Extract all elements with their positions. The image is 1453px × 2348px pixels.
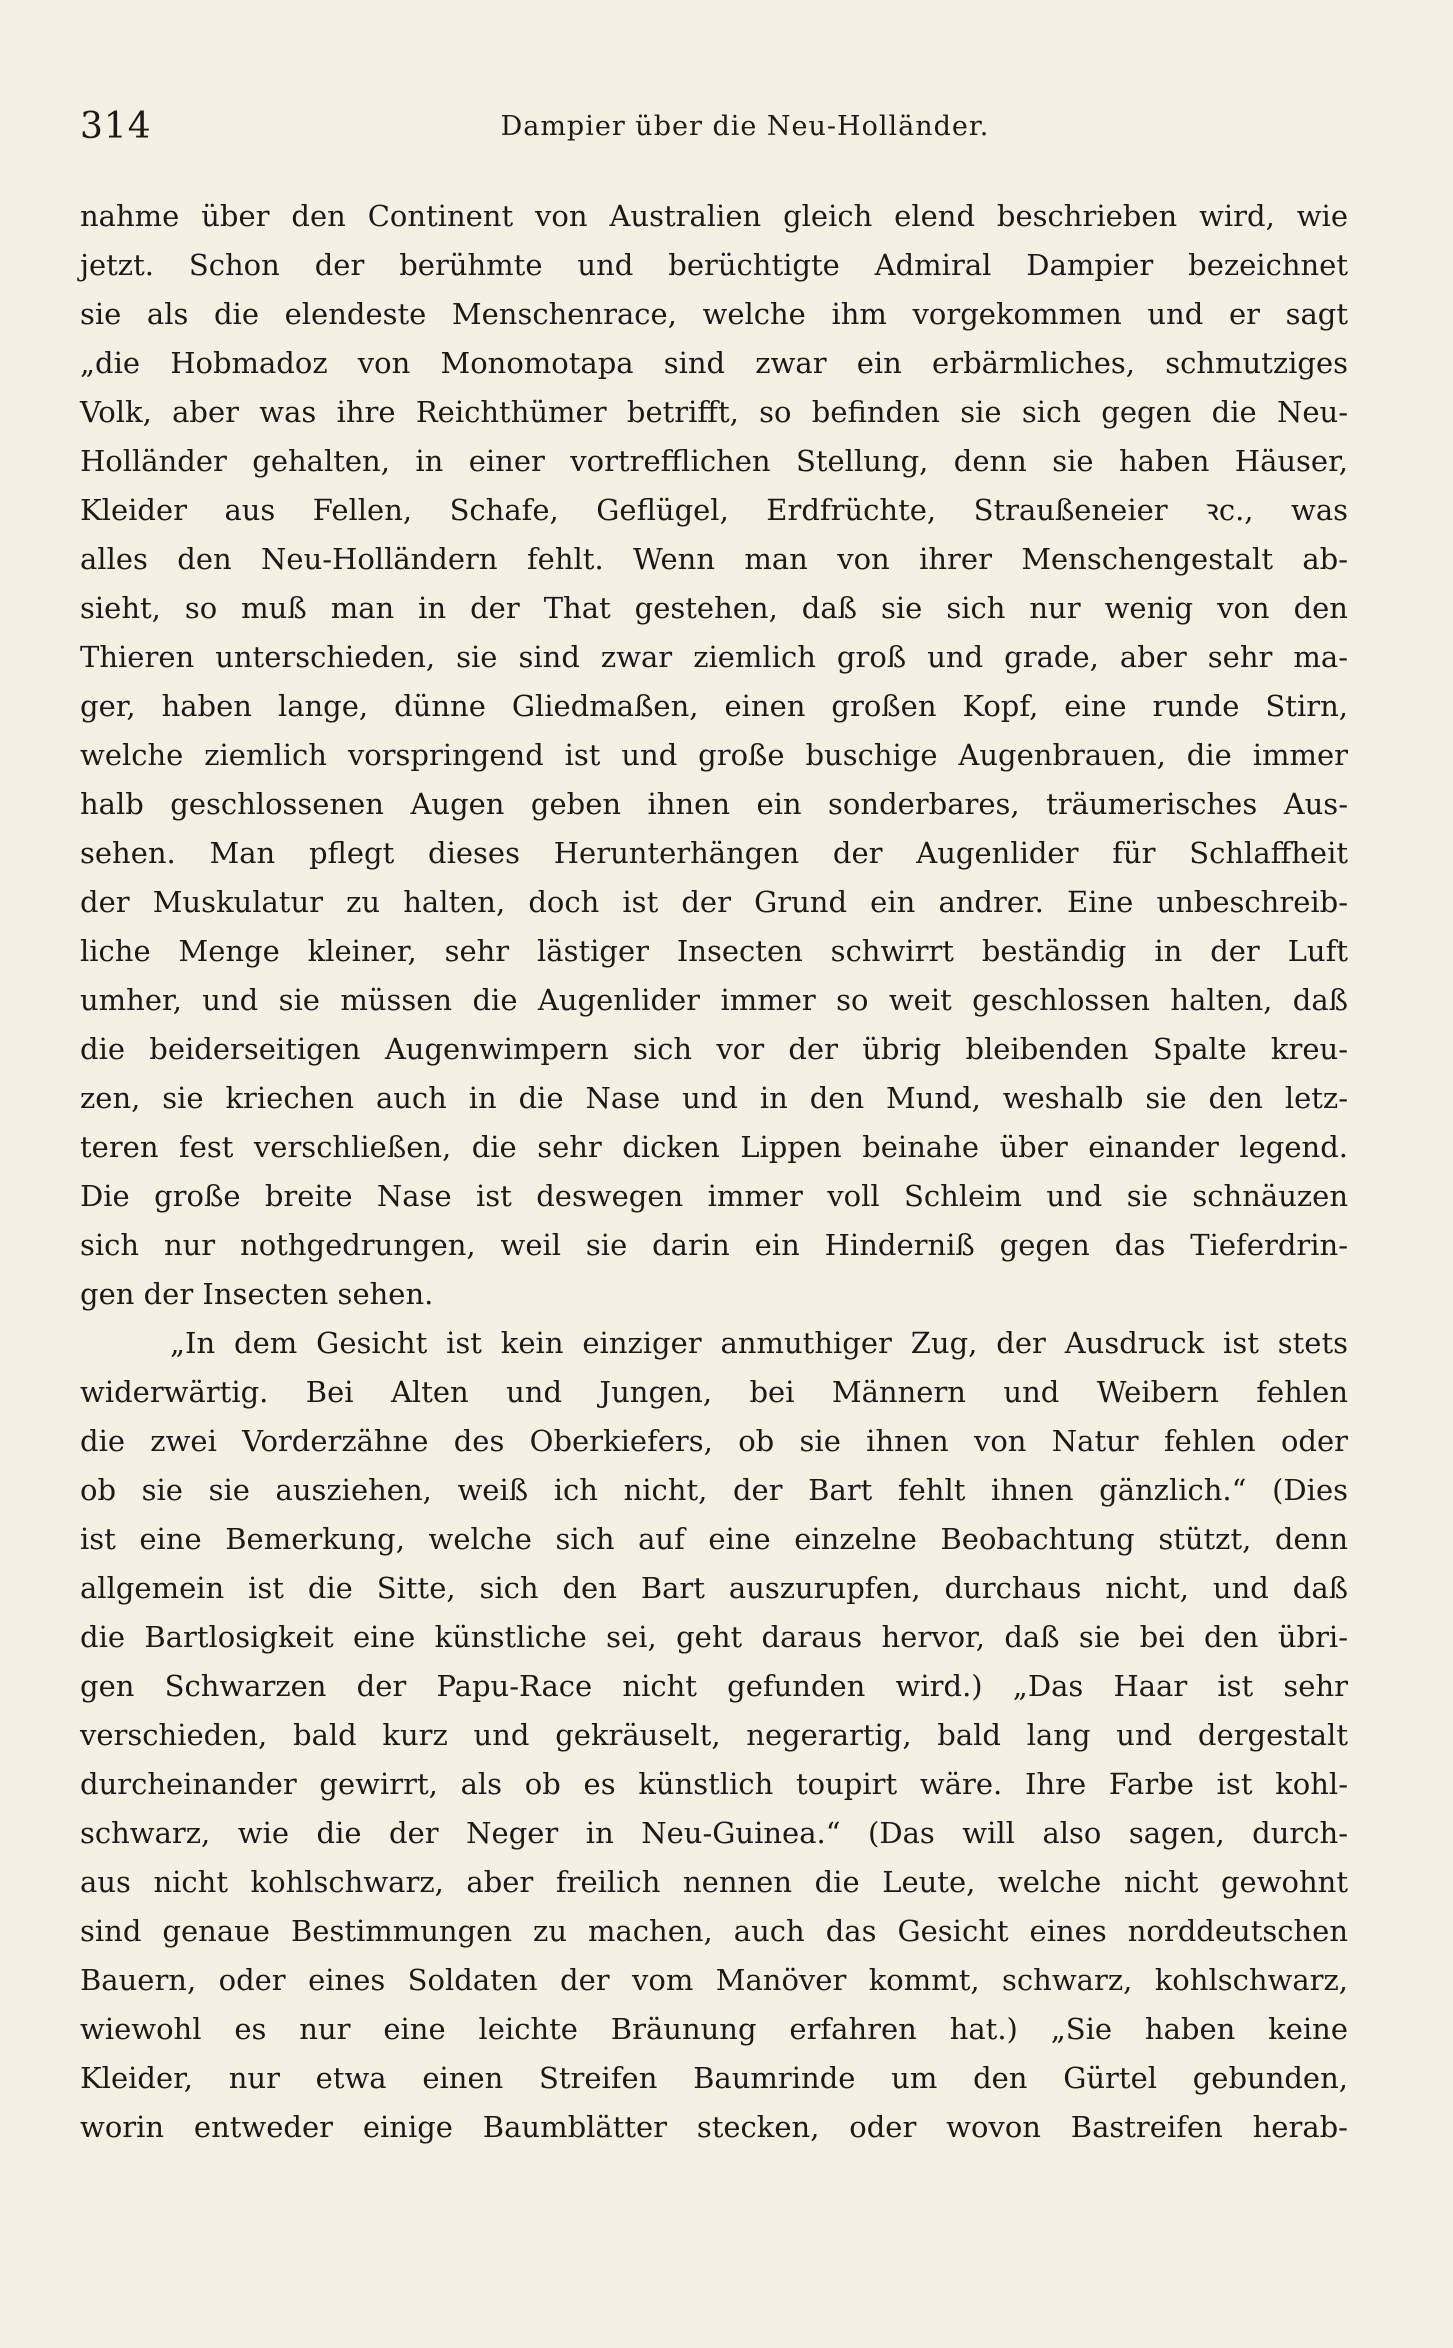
- text-line: zen, sie kriechen auch in die Nase und in den Mund, weshalb sie den letz-: [80, 1081, 1348, 1115]
- text-line: verschieden, bald kurz und gekräuselt, negerartig, bald lang und dergestalt: [80, 1718, 1348, 1752]
- text-line: die beiderseitigen Augenwimpern sich vor der übrig bleibenden Spalte kreu-: [80, 1032, 1348, 1066]
- text-line: Volk, aber was ihre Reichthümer betrifft, so befinden sie sich gegen die Neu-: [80, 395, 1348, 429]
- text-line: sehen. Man pflegt dieses Herunterhängen der Augenlider für Schlaffheit: [80, 836, 1348, 870]
- text-line: gen Schwarzen der Papu-Race nicht gefunden wird.) „Das Haar ist sehr: [80, 1669, 1348, 1703]
- body-text: [80, 192, 1348, 2152]
- text-line: Kleider aus Fellen, Schafe, Geflügel, Erdfrüchte, Straußeneier ꝛc., was: [80, 493, 1348, 527]
- text-line: „die Hobmadoz von Monomotapa sind zwar ein erbärmliches, schmutziges: [80, 346, 1348, 380]
- text-line: der Muskulatur zu halten, doch ist der Grund ein andrer. Eine unbeschreib-: [80, 885, 1348, 919]
- text-line: Kleider, nur etwa einen Streifen Baumrinde um den Gürtel gebunden,: [80, 2061, 1348, 2095]
- text-line: ger, haben lange, dünne Gliedmaßen, einen großen Kopf, eine runde Stirn,: [80, 689, 1348, 723]
- text-line: die Bartlosigkeit eine künstliche sei, geht daraus hervor, daß sie bei den übri-: [80, 1620, 1348, 1654]
- page-header: [80, 102, 1350, 152]
- text-line: die zwei Vorderzähne des Oberkiefers, ob sie ihnen von Natur fehlen oder: [80, 1424, 1348, 1458]
- running-title: Dampier über die Neu-Holländer.: [500, 111, 990, 142]
- text-line: alles den Neu-Holländern fehlt. Wenn man von ihrer Menschengestalt ab-: [80, 542, 1348, 576]
- text-line: aus nicht kohlschwarz, aber freilich nennen die Leute, welche nicht gewohnt: [80, 1865, 1348, 1899]
- text-line: wiewohl es nur eine leichte Bräunung erfahren hat.) „Sie haben keine: [80, 2012, 1348, 2046]
- text-line: Thieren unterschieden, sie sind zwar ziemlich groß und grade, aber sehr ma-: [80, 640, 1348, 674]
- text-line: nahme über den Continent von Australien gleich elend beschrieben wird, wie: [80, 199, 1348, 233]
- text-line: allgemein ist die Sitte, sich den Bart auszurupfen, durchaus nicht, und daß: [80, 1571, 1348, 1605]
- text-line: ist eine Bemerkung, welche sich auf eine einzelne Beobachtung stützt, denn: [80, 1522, 1348, 1556]
- text-line: jetzt. Schon der berühmte und berüchtigte Admiral Dampier bezeichnet: [80, 248, 1348, 282]
- text-line: „In dem Gesicht ist kein einziger anmuthiger Zug, der Ausdruck ist stets: [170, 1326, 1348, 1360]
- text-line: welche ziemlich vorspringend ist und große buschige Augenbrauen, die immer: [80, 738, 1348, 772]
- text-line: widerwärtig. Bei Alten und Jungen, bei Männern und Weibern fehlen: [80, 1375, 1348, 1409]
- text-line: Bauern, oder eines Soldaten der vom Manöver kommt, schwarz, kohlschwarz,: [80, 1963, 1348, 1997]
- text-line: Die große breite Nase ist deswegen immer voll Schleim und sie schnäuzen: [80, 1179, 1348, 1213]
- text-line: teren fest verschließen, die sehr dicken Lippen beinahe über einander legend.: [80, 1130, 1348, 1164]
- text-line: Holländer gehalten, in einer vortrefflichen Stellung, denn sie haben Häuser,: [80, 444, 1348, 478]
- text-line: umher, und sie müssen die Augenlider immer so weit geschlossen halten, daß: [80, 983, 1348, 1017]
- text-line: schwarz, wie die der Neger in Neu-Guinea.“ (Das will also sagen, durch-: [80, 1816, 1348, 1850]
- text-line: ob sie sie ausziehen, weiß ich nicht, der Bart fehlt ihnen gänzlich.“ (Dies: [80, 1473, 1348, 1507]
- text-line: liche Menge kleiner, sehr lästiger Insecten schwirrt beständig in der Luft: [80, 934, 1348, 968]
- page-number: 314: [80, 106, 152, 147]
- text-line: worin entweder einige Baumblätter stecken, oder wovon Bastreifen herab-: [80, 2110, 1348, 2144]
- text-line: sind genaue Bestimmungen zu machen, auch das Gesicht eines norddeutschen: [80, 1914, 1348, 1948]
- text-line: sich nur nothgedrungen, weil sie darin ein Hinderniß gegen das Tieferdrin-: [80, 1228, 1348, 1262]
- text-line: halb geschlossenen Augen geben ihnen ein sonderbares, träumerisches Aus-: [80, 787, 1348, 821]
- text-line: durcheinander gewirrt, als ob es künstlich toupirt wäre. Ihre Farbe ist kohl-: [80, 1767, 1348, 1801]
- text-line: sie als die elendeste Menschenrace, welche ihm vorgekommen und er sagt: [80, 297, 1348, 331]
- text-line: gen der Insecten sehen.: [80, 1277, 434, 1311]
- text-line: sieht, so muß man in der That gestehen, daß sie sich nur wenig von den: [80, 591, 1348, 625]
